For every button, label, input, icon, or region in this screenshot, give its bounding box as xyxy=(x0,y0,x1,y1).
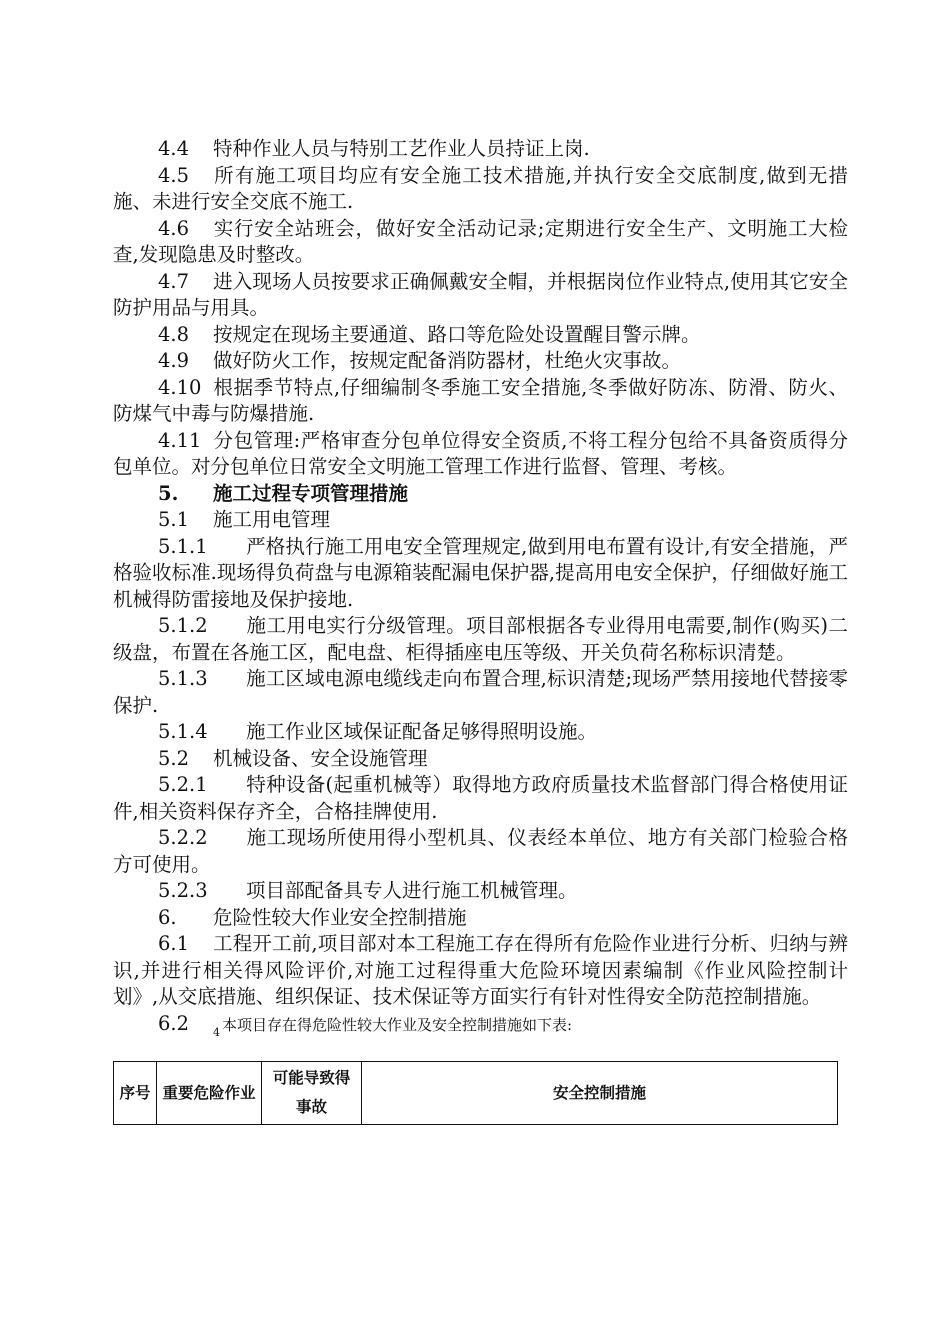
paragraph-text: 本项目存在得危险性较大作业及安全控制措施如下表: xyxy=(222,1015,573,1034)
paragraph-number: 6.2 xyxy=(158,1011,190,1035)
paragraph-number: 4.10 xyxy=(158,375,202,399)
paragraph-number: 5.1.3 xyxy=(158,667,208,690)
paragraph-text: 进入现场人员按要求正确佩戴安全帽，并根据岗位作业特点,使用其它安全防护用品与用具。 xyxy=(113,269,848,319)
paragraph xyxy=(113,269,848,322)
paragraph xyxy=(113,613,848,666)
paragraph-number: 5. xyxy=(158,481,179,505)
paragraph-text: 按规定在现场主要通道、路口等危险处设置醒目警示牌。 xyxy=(213,322,701,346)
table-header-row xyxy=(114,1062,838,1125)
paragraph-number: 4.7 xyxy=(158,269,190,293)
paragraph-text: 做好防火工作，按规定配备消防器材，杜绝火灾事故。 xyxy=(213,349,682,372)
paragraph-number: 4.11 xyxy=(158,428,202,452)
paragraph xyxy=(113,905,848,932)
footnote-marker: 4 xyxy=(213,1025,220,1039)
paragraph-number: 4.8 xyxy=(158,322,190,346)
paragraph-text: 施工区域电源电缆线走向布置合理,标识清楚;现场严禁用接地代替接零保护. xyxy=(113,667,848,717)
paragraph-text: 特种设备(起重机械等）取得地方政府质量技术监督部门得合格使用证件,相关资料保存齐全，合格挂牌使用. xyxy=(113,773,848,823)
paragraph-text: 施工用电管理 xyxy=(213,508,331,531)
paragraph xyxy=(113,719,848,746)
paragraph-number: 5.1.4 xyxy=(158,720,208,743)
paragraph-text: 实行安全站班会，做好安全活动记录;定期进行安全生产、文明施工大检查,发现隐患及时整改。 xyxy=(113,216,848,266)
paragraph xyxy=(113,666,848,719)
paragraph xyxy=(113,216,848,269)
paragraph xyxy=(113,772,848,825)
paragraph-text: 分包管理:严格审查分包单位得安全资质,不将工程分包给不具备资质得分包单位。对分包单位日常安全文明施工管理工作进行监督、管理、考核。 xyxy=(113,428,848,478)
paragraph-number: 4.4 xyxy=(158,137,190,160)
paragraph xyxy=(113,375,848,428)
header-major-hazard-work: 重要危险作业 xyxy=(157,1062,262,1125)
paragraph-text: 特种作业人员与特别工艺作业人员持证上岗. xyxy=(213,137,590,160)
paragraph xyxy=(113,481,848,508)
header-serial-number: 序号 xyxy=(114,1062,157,1125)
paragraph-number: 5.1.1 xyxy=(158,534,208,558)
paragraph xyxy=(113,534,848,614)
paragraph-text: 所有施工项目均应有安全施工技术措施,并执行安全交底制度,做到无措施、未进行安全交底不施工. xyxy=(113,163,848,213)
paragraph-text: 机械设备、安全设施管理 xyxy=(213,746,428,770)
paragraph-text: 施工用电实行分级管理。项目部根据各专业得用电需要,制作(购买)二级盘，布置在各施工区，配电盘、柜得插座电压等级、开关负荷名称标识清楚。 xyxy=(113,614,848,664)
paragraph-text: 危险性较大作业安全控制措施 xyxy=(213,905,467,929)
hazard-control-table xyxy=(113,1061,838,1125)
header-possible-accident: 可能导致得事故 xyxy=(262,1062,362,1125)
paragraph-text: 项目部配备具专人进行施工机械管理。 xyxy=(246,879,578,902)
paragraph-text: 根据季节特点,仔细编制冬季施工安全措施,冬季做好防冻、防滑、防火、防煤气中毒与防爆措施. xyxy=(113,375,848,425)
paragraph-text: 施工现场所使用得小型机具、仪表经本单位、地方有关部门检验合格方可使用。 xyxy=(113,826,848,876)
paragraph-number: 5.1 xyxy=(158,508,190,531)
paragraph-number: 6.1 xyxy=(158,932,190,955)
paragraph-text: 施工作业区域保证配备足够得照明设施。 xyxy=(246,720,598,743)
paragraph xyxy=(113,163,848,216)
paragraph-list xyxy=(113,136,848,1011)
paragraph-number: 5.2.3 xyxy=(158,879,208,902)
paragraph-number: 4.9 xyxy=(158,349,190,372)
paragraph-number: 5.2.1 xyxy=(158,773,208,796)
document-body xyxy=(113,136,848,1046)
paragraph-number: 6. xyxy=(158,905,177,929)
paragraph-text: 施工过程专项管理措施 xyxy=(213,481,409,505)
paragraph-text: 工程开工前,项目部对本工程施工存在得所有危险作业进行分析、归纳与辨识,并进行相关得风险评价,对施工过程得重大危险环境因素编制《作业风险控制计划》,从交底措施、组织保证、技术保证等方面实行有针对性得安全防范控制措施。 xyxy=(113,932,848,1008)
paragraph xyxy=(113,507,848,534)
paragraph xyxy=(113,878,848,905)
paragraph-text: 严格执行施工用电安全管理规定,做到用电布置有设计,有安全措施，严格验收标准.现场得负荷盘与电源箱装配漏电保护器,提高用电安全保护，仔细做好施工机械得防雷接地及保护接地. xyxy=(113,534,848,611)
paragraph-number: 5.1.2 xyxy=(158,614,208,637)
paragraph xyxy=(113,428,848,481)
paragraph-6-2 xyxy=(113,1011,848,1047)
paragraph xyxy=(113,825,848,878)
paragraph-number: 5.2 xyxy=(158,746,190,770)
paragraph xyxy=(113,322,848,349)
paragraph xyxy=(113,136,848,163)
paragraph xyxy=(113,931,848,1011)
paragraph-number: 4.6 xyxy=(158,216,190,240)
paragraph-number: 4.5 xyxy=(158,163,190,187)
paragraph xyxy=(113,348,848,375)
paragraph-number: 5.2.2 xyxy=(158,826,208,849)
paragraph xyxy=(113,746,848,773)
header-safety-control-measures: 安全控制措施 xyxy=(362,1062,838,1125)
